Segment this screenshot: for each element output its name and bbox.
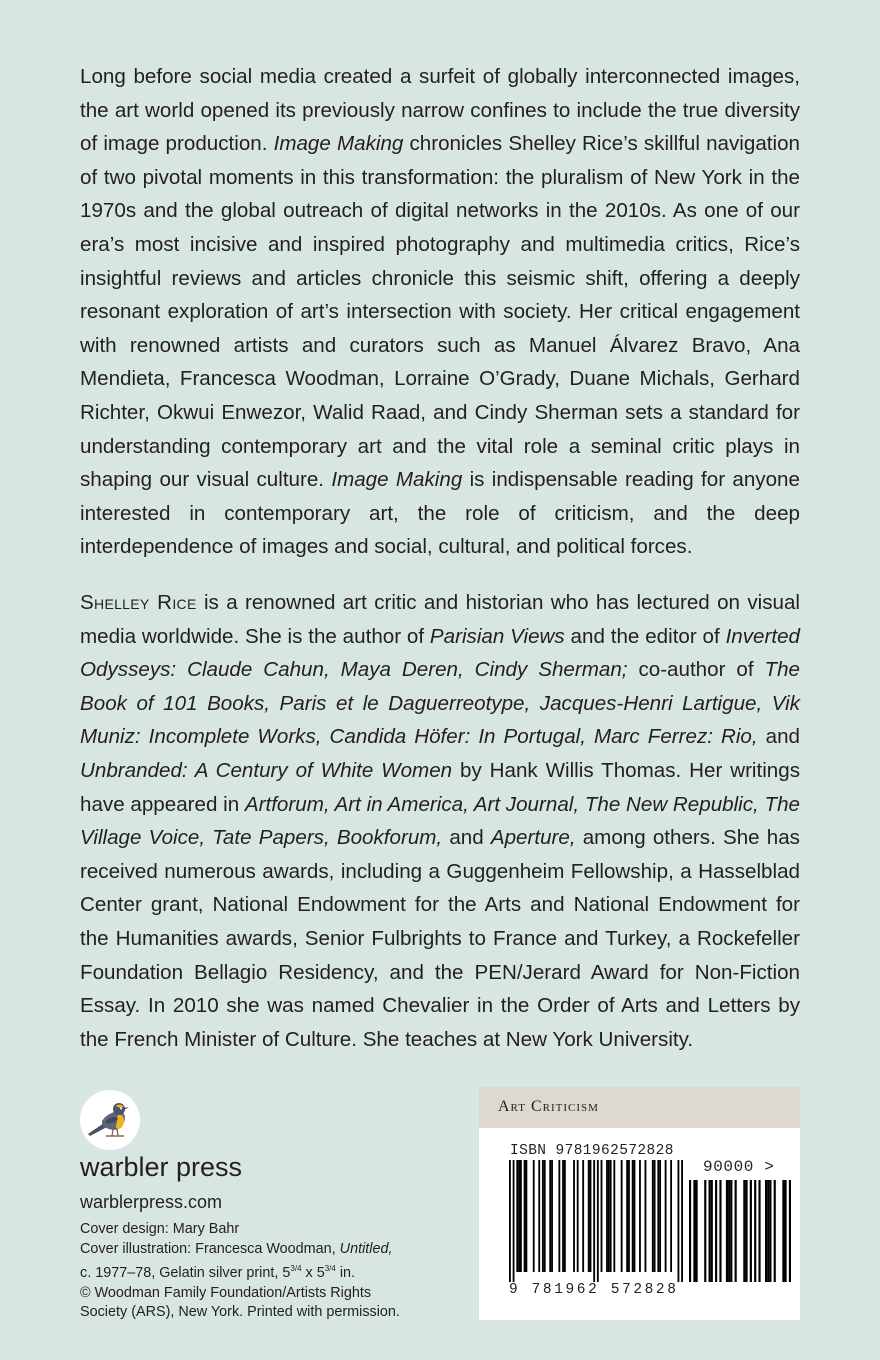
copyright-line: © Woodman Family Foundation/Artists Rights	[80, 1284, 372, 1301]
publisher-url: warblerpress.com	[80, 1192, 223, 1212]
barcode-bar	[597, 1160, 599, 1282]
barcode-bar	[765, 1180, 767, 1282]
price-code: 90000 >	[703, 1158, 775, 1176]
credit-text: x 5	[301, 1264, 325, 1281]
blurb-book-title: Image Making	[331, 468, 463, 492]
barcode-bar	[588, 1160, 590, 1272]
blurb-text: Long before social media created a surfeit of globally interconnected images, the art world opened its previously narrow confines to include the true diversity of image production.	[80, 65, 800, 156]
barcode-bar	[639, 1160, 641, 1272]
barcode-bar	[520, 1160, 522, 1272]
isbn-barcode	[509, 1160, 683, 1282]
barcode-bar	[518, 1160, 520, 1272]
barcode-bar	[709, 1180, 711, 1282]
blurb-paragraph	[80, 60, 800, 564]
barcode-bar	[711, 1180, 713, 1282]
barcode-bar	[652, 1160, 654, 1272]
barcode-bar	[678, 1160, 680, 1282]
barcode-bar	[659, 1160, 661, 1272]
barcode-bar	[758, 1180, 760, 1282]
category-band	[479, 1087, 800, 1128]
bio-text: by Hank Willis Thomas. Her writings have appeared in	[80, 758, 800, 816]
barcode-bar	[767, 1180, 769, 1282]
barcode-bar	[606, 1160, 608, 1272]
author-name: Shelley Rice	[80, 591, 197, 614]
bio-text: and the editor of	[564, 624, 726, 648]
barcode-bar	[696, 1180, 698, 1282]
cover-design-credit: Cover design: Mary Bahr	[80, 1221, 240, 1237]
barcode-bar	[513, 1160, 515, 1282]
barcode-bar	[564, 1160, 566, 1272]
bio-title: The Book of 101 Books, Paris et le Daguerreotype, Jacques-Henri Lartigue, Vik Muniz: Incomplete Works, Candida Höfer: In Portugal, Marc Ferrez: Rio,	[80, 658, 800, 749]
barcode-bar	[621, 1160, 623, 1272]
barcode-bar	[632, 1160, 634, 1272]
barcode-bar	[728, 1180, 730, 1282]
cover-illustration-credit	[80, 1240, 460, 1260]
barcode-bar	[774, 1180, 776, 1282]
warbler-bird-icon	[80, 1090, 140, 1150]
barcode-bar	[628, 1160, 630, 1272]
credit-text: in.	[335, 1264, 356, 1281]
bio-title: Inverted Odysseys: Claude Cahun, Maya Deren, Cindy Sherman;	[80, 624, 800, 682]
barcode-bar	[789, 1180, 791, 1282]
artwork-details	[80, 1259, 460, 1283]
barcode-bar	[750, 1180, 752, 1282]
fraction: 3/4	[290, 1264, 302, 1274]
barcode-bar	[726, 1180, 728, 1282]
barcode-bar	[693, 1180, 695, 1282]
barcode-bar	[769, 1180, 771, 1282]
bio-text: is a renowned art critic and historian who has lectured on visual media worldwide. She is the author of	[80, 591, 801, 648]
fraction: 3/4	[324, 1264, 336, 1274]
barcode-bar	[538, 1160, 540, 1272]
blurb-text: is indispensable reading for anyone interested in contemporary art, the role of criticism, and the deep interdependence of images and social, cultural, and political forces.	[80, 468, 800, 559]
barcode-bar	[551, 1160, 553, 1272]
barcode-bar	[654, 1160, 656, 1272]
barcode-bar	[715, 1180, 717, 1282]
bio-publication: Aperture,	[490, 826, 576, 850]
barcode-bar	[593, 1160, 595, 1282]
barcode-bar	[670, 1160, 672, 1272]
bio-title: Parisian Views	[429, 624, 565, 648]
barcode-bar	[719, 1180, 721, 1282]
barcode-bar	[558, 1160, 560, 1272]
barcode-bar	[573, 1160, 575, 1272]
barcode-bar	[735, 1180, 737, 1282]
barcode-bar	[590, 1160, 592, 1272]
blurb-book-title: Image Making	[273, 132, 404, 156]
bio-text: and	[757, 725, 800, 749]
barcode-bar	[645, 1160, 647, 1272]
barcode-bar	[613, 1160, 615, 1272]
barcode-bar	[689, 1180, 691, 1282]
author-bio	[80, 586, 800, 1056]
credit-text: Cover illustration: Francesca Woodman,	[80, 1240, 340, 1257]
barcode-bar	[782, 1180, 784, 1282]
barcode-bar	[542, 1160, 544, 1272]
barcode-bar	[665, 1160, 667, 1272]
barcode-panel	[479, 1087, 800, 1320]
isbn-label: ISBN 9781962572828	[510, 1143, 674, 1159]
publisher-name: warbler press	[80, 1152, 243, 1182]
barcode-bar	[524, 1160, 526, 1272]
barcode-bar	[634, 1160, 636, 1272]
bio-title: Unbranded: A Century of White Women	[80, 758, 453, 782]
barcode-bar	[784, 1180, 786, 1282]
price-addon-barcode	[689, 1180, 791, 1282]
blurb-text: chronicles Shelley Rice’s skillful navigation of two pivotal moments in this transformation: the pluralism of New York in the 1970s and the global outreach of digital networks in the 2010s. As one of our era’s most incisive and inspired photography and multimedia critics, Rice’s insightful reviews and articles chronicle this seismic shift, offering a deeply resonant exploration of art’s intersection with society. Her critical engagement with renowned artists and curators such as Manuel Álvarez Bravo, Ana Mendieta, Francesca Woodman, Lorraine O’Grady, Duane Michals, Gerhard Richter, Okwui Enwezor, Walid Raad, and Cindy Sherman sets a standard for understanding contemporary art and the vital role a seminal critic plays in shaping our visual culture.	[80, 132, 800, 492]
bio-text: and	[442, 826, 491, 850]
barcode-bar	[544, 1160, 546, 1272]
bio-text: among others. She has received numerous awards, including a Guggenheim Fellowship, a Hasselblad Center grant, National Endowment for the Arts and National Endowment for the Humanities awards, Senior Fulbrights to France and Turkey, a Rockefeller Foundation Bellagio Residency, and the PEN/Jerard Award for Non-Fiction Essay. In 2010 she was named Chevalier in the Order of Arts and Letters by the French Minister of Culture. She teaches at New York University.	[80, 826, 800, 1051]
category-label: Art Criticism	[498, 1098, 599, 1115]
barcode-bar	[516, 1160, 518, 1272]
barcode-bar	[657, 1160, 659, 1272]
barcode-bar	[610, 1160, 612, 1272]
barcode-bar	[549, 1160, 551, 1272]
cover-credits	[80, 1220, 460, 1323]
barcode-bar	[730, 1180, 732, 1282]
barcode-bar	[754, 1180, 756, 1282]
barcode-bar	[608, 1160, 610, 1272]
barcode-bar	[745, 1180, 747, 1282]
ean-digits: 9 781962 572828	[509, 1282, 679, 1298]
barcode-bar	[577, 1160, 579, 1272]
bio-publications: Artforum, Art in America, Art Journal, The New Republic, The Village Voice, Tate Papers, Bookforum,	[80, 792, 800, 850]
barcode-bar	[582, 1160, 584, 1272]
barcode-bar	[626, 1160, 628, 1272]
credit-text: c. 1977–78, Gelatin silver print, 5	[80, 1264, 291, 1281]
barcode-bar	[509, 1160, 511, 1282]
barcode-bar	[562, 1160, 564, 1272]
warbler-bird-icon-graphic	[80, 1090, 140, 1150]
artwork-title: Untitled,	[339, 1240, 393, 1257]
barcode-bar	[743, 1180, 745, 1282]
barcode-bar	[704, 1180, 706, 1282]
barcode-bar	[681, 1160, 683, 1282]
bio-text: co-author of	[627, 658, 765, 682]
copyright-line: Society (ARS), New York. Printed with permission.	[80, 1304, 400, 1321]
barcode-bar	[601, 1160, 603, 1272]
barcode-bar	[533, 1160, 535, 1272]
barcode-bar	[525, 1160, 527, 1272]
